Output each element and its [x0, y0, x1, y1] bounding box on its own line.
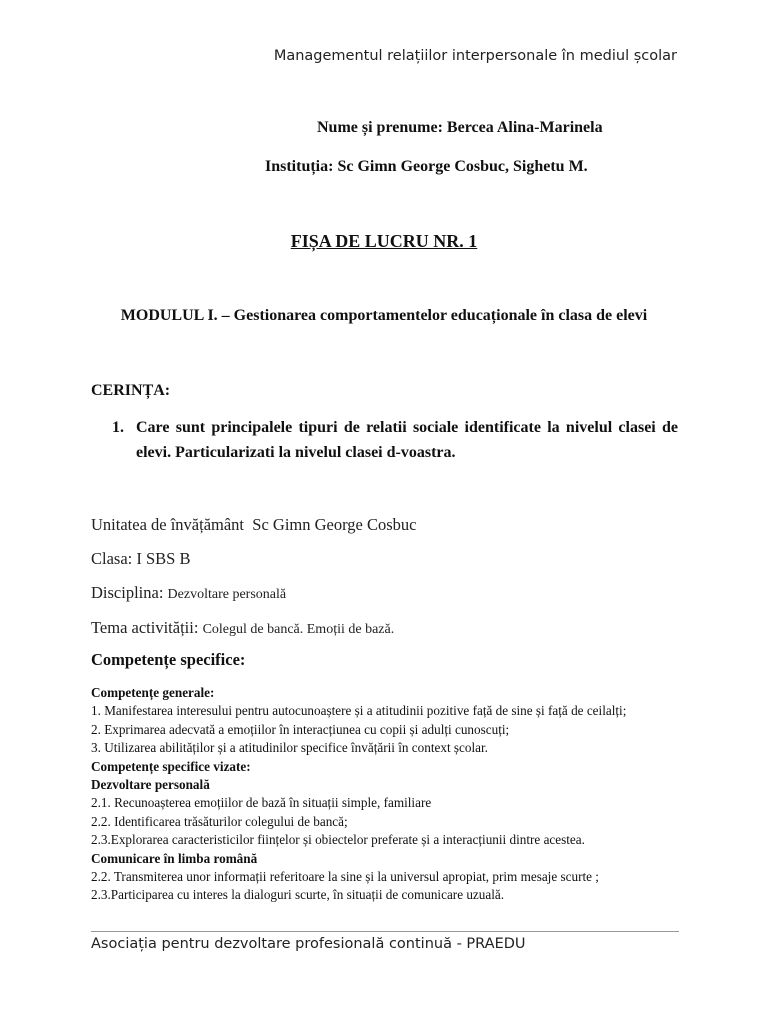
field-unit	[91, 515, 417, 535]
field-discipline	[91, 583, 286, 603]
footer-divider	[91, 931, 679, 932]
class-value: I SBS B	[136, 549, 191, 568]
requirement-heading: CERINȚA:	[91, 382, 171, 399]
field-theme	[91, 618, 394, 638]
general-competence-3: 3. Utilizarea abilităților și a atitudinilor specifice învățării în context școlar.	[91, 740, 488, 756]
field-class	[91, 549, 190, 569]
competences-heading: Competențe specifice:	[91, 650, 246, 669]
author-name: Nume și prenume: Bercea Alina-Marinela	[317, 119, 603, 136]
general-competence-1: 1. Manifestarea interesului pentru autocunoaștere și a atitudinii pozitive față de sine și față de ceilalți;	[91, 703, 627, 719]
discipline-label: Disciplina:	[91, 583, 164, 602]
document-title: FIȘA DE LUCRU NR. 1	[290, 231, 478, 251]
personal-development-heading: Dezvoltare personală	[91, 777, 210, 793]
module-title: MODULUL I. – Gestionarea comportamentelor educaționale în clasa de elevi	[120, 307, 648, 324]
unit-value: Sc Gimn George Cosbuc	[252, 515, 417, 534]
page-header: Managementul relațiilor interpersonale în mediul școlar	[273, 48, 677, 64]
pd-competence-2: 2.2. Identificarea trăsăturilor colegului de bancă;	[91, 813, 348, 829]
romanian-communication-heading: Comunicare în limba română	[91, 850, 258, 866]
general-competences-heading: Competențe generale:	[91, 685, 215, 700]
competences-block	[91, 684, 691, 905]
pd-competence-3: 2.3.Explorarea caracteristicilor ființelor și obiectelor preferate și a interacțiunii dintre acestea.	[91, 832, 585, 848]
discipline-value: Dezvoltare personală	[167, 587, 287, 602]
question-text: Care sunt principalele tipuri de relatii sociale identificate la nivelul clasei de elevi. Particularizati la nivelul clasei d-voastra.	[136, 419, 678, 461]
class-label: Clasa:	[91, 549, 133, 568]
pd-competence-1: 2.1. Recunoașterea emoțiilor de bază în situații simple, familiare	[91, 795, 432, 811]
page-footer: Asociația pentru dezvoltare profesională continuă - PRAEDU	[91, 936, 526, 952]
rc-competence-1: 2.2. Transmiterea unor informații referitoare la sine și la universul apropiat, prim mesaje scurte ;	[91, 869, 599, 885]
theme-value: Colegul de bancă. Emoții de bază.	[202, 622, 395, 637]
theme-label: Tema activității:	[91, 618, 199, 637]
specific-competences-heading: Competențe specifice vizate:	[91, 758, 251, 774]
general-competence-2: 2. Exprimarea adecvată a emoțiilor în interacțiunea cu copii și adulți cunoscuți;	[91, 721, 510, 737]
institution-name: Instituția: Sc Gimn George Cosbuc, Sighetu M.	[265, 158, 588, 175]
unit-label: Unitatea de învățământ	[91, 515, 245, 534]
rc-competence-2: 2.3.Participarea cu interes la dialoguri scurte, în situații de comunicare uzuală.	[91, 887, 505, 903]
requirement-question	[112, 415, 678, 465]
question-number: 1.	[112, 419, 124, 436]
